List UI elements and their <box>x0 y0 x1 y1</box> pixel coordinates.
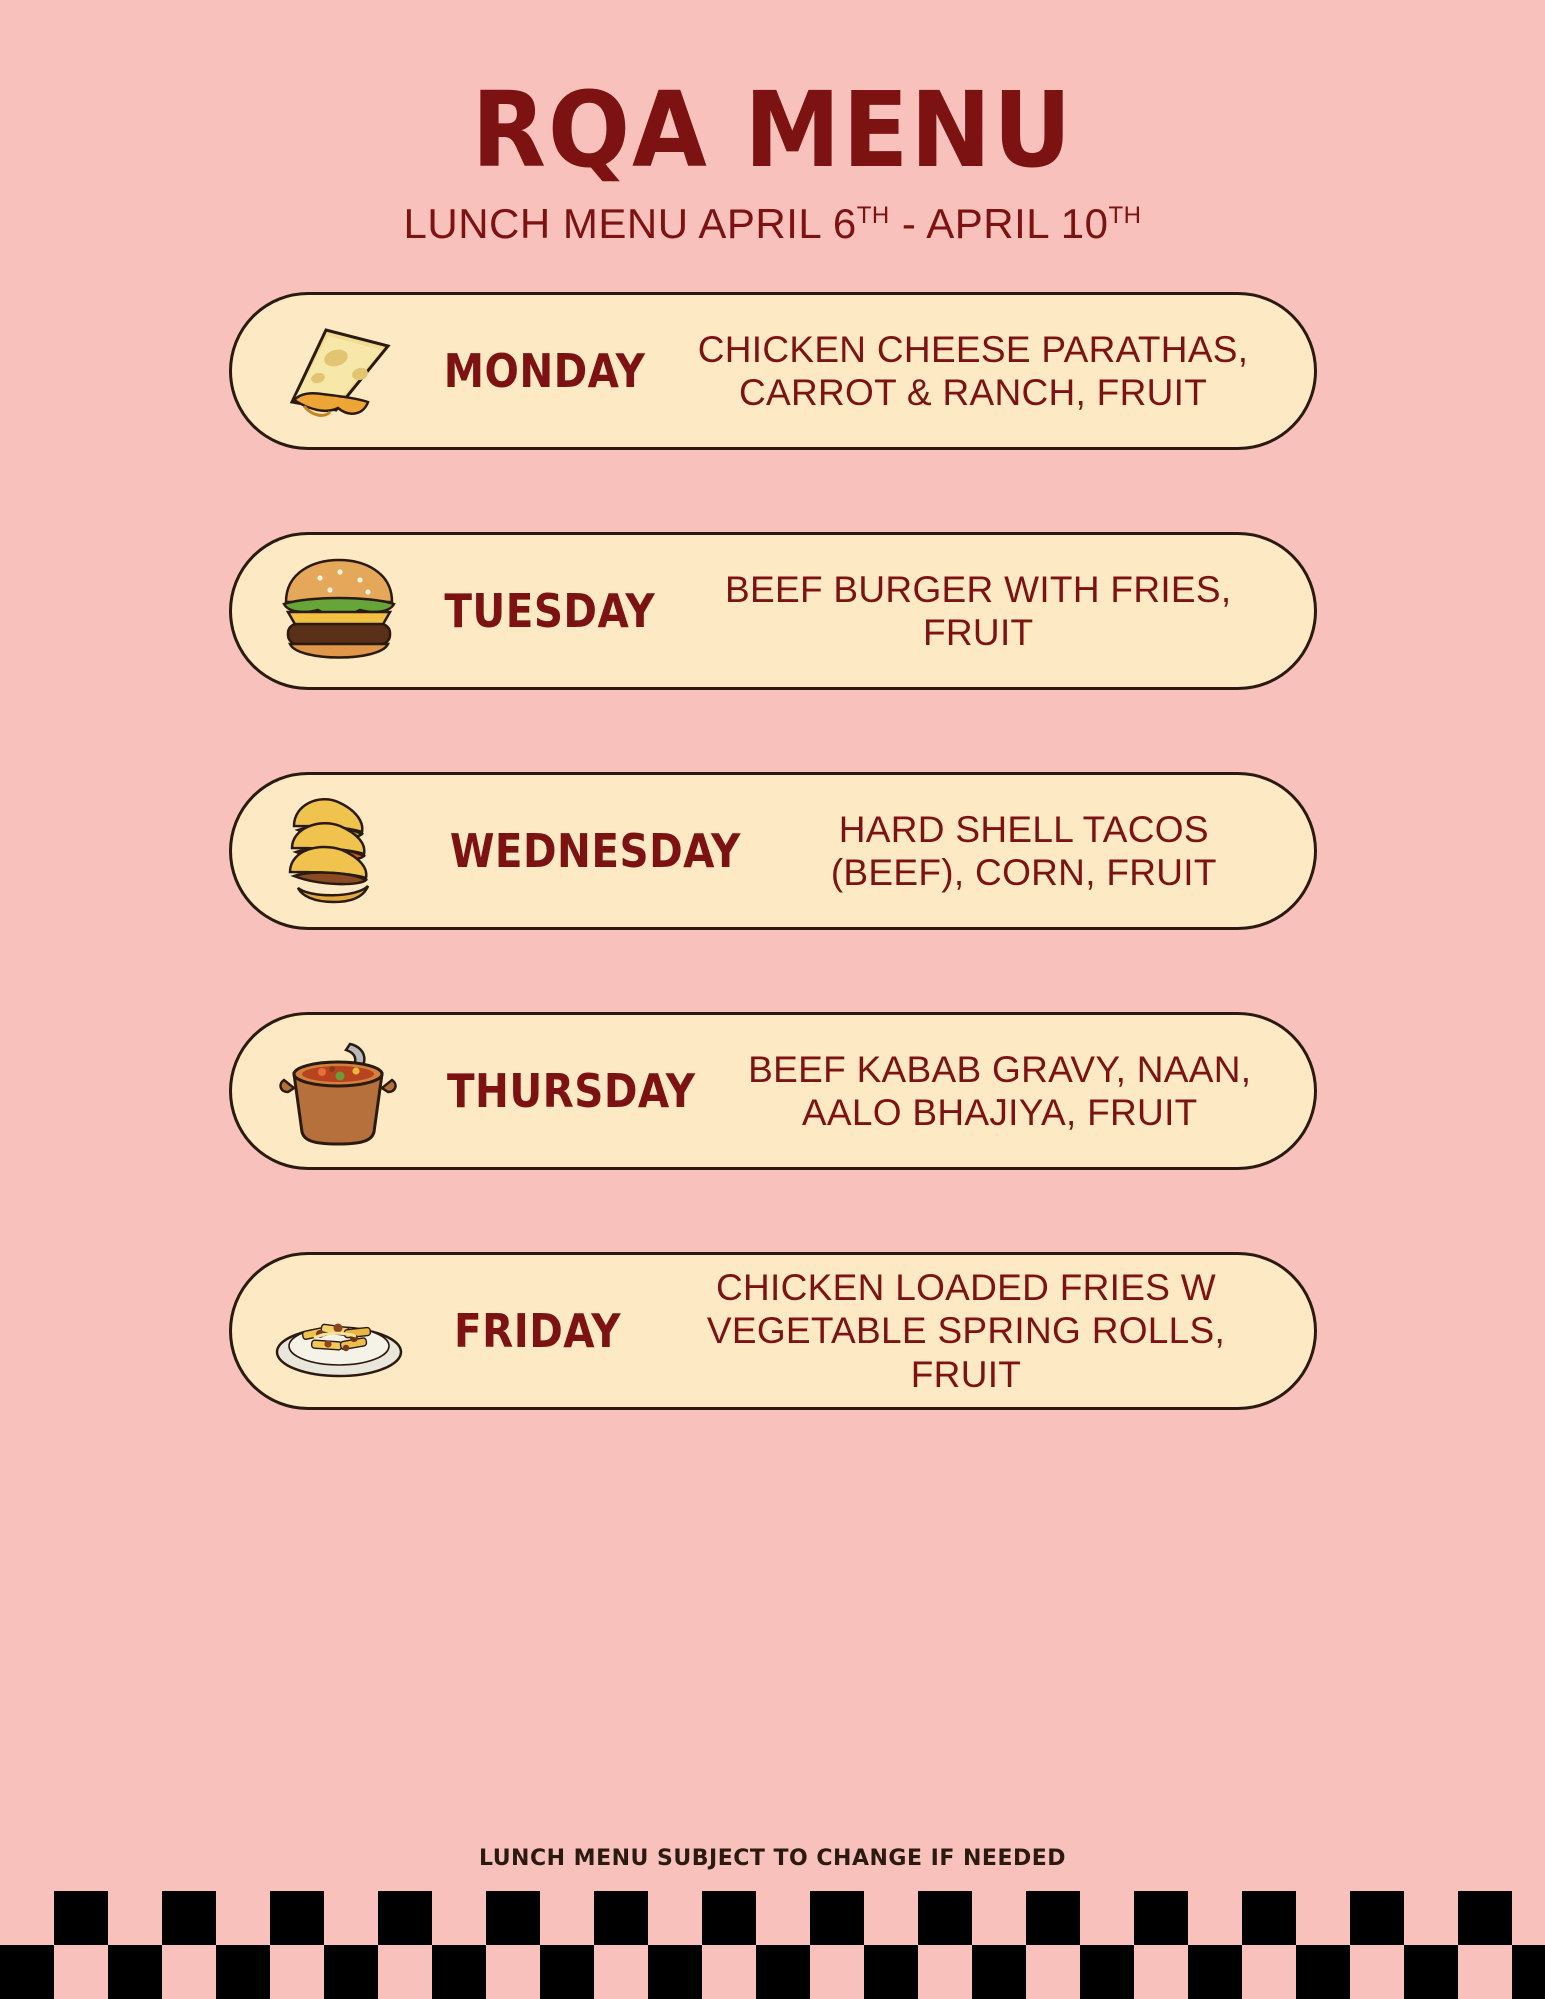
day-label-friday: FRIDAY <box>453 1304 621 1358</box>
subtitle-prefix: LUNCH MENU APRIL 6 <box>403 200 857 247</box>
soup-pot-icon <box>254 1021 424 1161</box>
menu-description-wednesday: HARD SHELL TACOS (BEEF), CORN, FRUIT <box>830 808 1217 893</box>
day-label-tuesday: TUESDAY <box>443 584 655 638</box>
day-label-wednesday: WEDNESDAY <box>449 824 741 878</box>
tacos-icon <box>254 781 424 921</box>
cheese-paratha-icon <box>254 301 424 441</box>
subtitle-mid: - APRIL 10 <box>889 200 1109 247</box>
menu-row-wednesday <box>229 772 1317 930</box>
loaded-fries-icon <box>254 1261 424 1401</box>
menu-description-friday: CHICKEN LOADED FRIES W VEGETABLE SPRING ROLLS, FRUIT <box>706 1267 1226 1395</box>
menu-row-monday <box>229 292 1317 450</box>
day-label-thursday: THURSDAY <box>446 1064 696 1118</box>
menu-description-monday: CHICKEN CHEESE PARATHAS, CARROT & RANCH, FRUIT <box>697 328 1249 413</box>
day-label-monday: MONDAY <box>443 344 645 398</box>
subtitle-ordinal-start: TH <box>856 202 890 229</box>
menu-row-tuesday <box>229 532 1317 690</box>
checker-border <box>0 1891 1545 1999</box>
burger-icon <box>254 541 424 681</box>
menu-list <box>0 292 1545 1410</box>
subtitle-ordinal-end: TH <box>1108 202 1142 229</box>
menu-row-thursday <box>229 1012 1317 1170</box>
poster-header <box>0 0 1545 248</box>
menu-description-thursday: BEEF KABAB GRAVY, NAAN, AALO BHAJIYA, FRUIT <box>748 1048 1252 1133</box>
date-range-subtitle <box>0 200 1545 248</box>
footer-note: LUNCH MENU SUBJECT TO CHANGE IF NEEDED <box>478 1846 1067 1871</box>
menu-description-tuesday: BEEF BURGER WITH FRIES, FRUIT <box>725 568 1232 653</box>
menu-row-friday <box>229 1252 1317 1410</box>
page-title: RQA MENU <box>471 69 1074 191</box>
